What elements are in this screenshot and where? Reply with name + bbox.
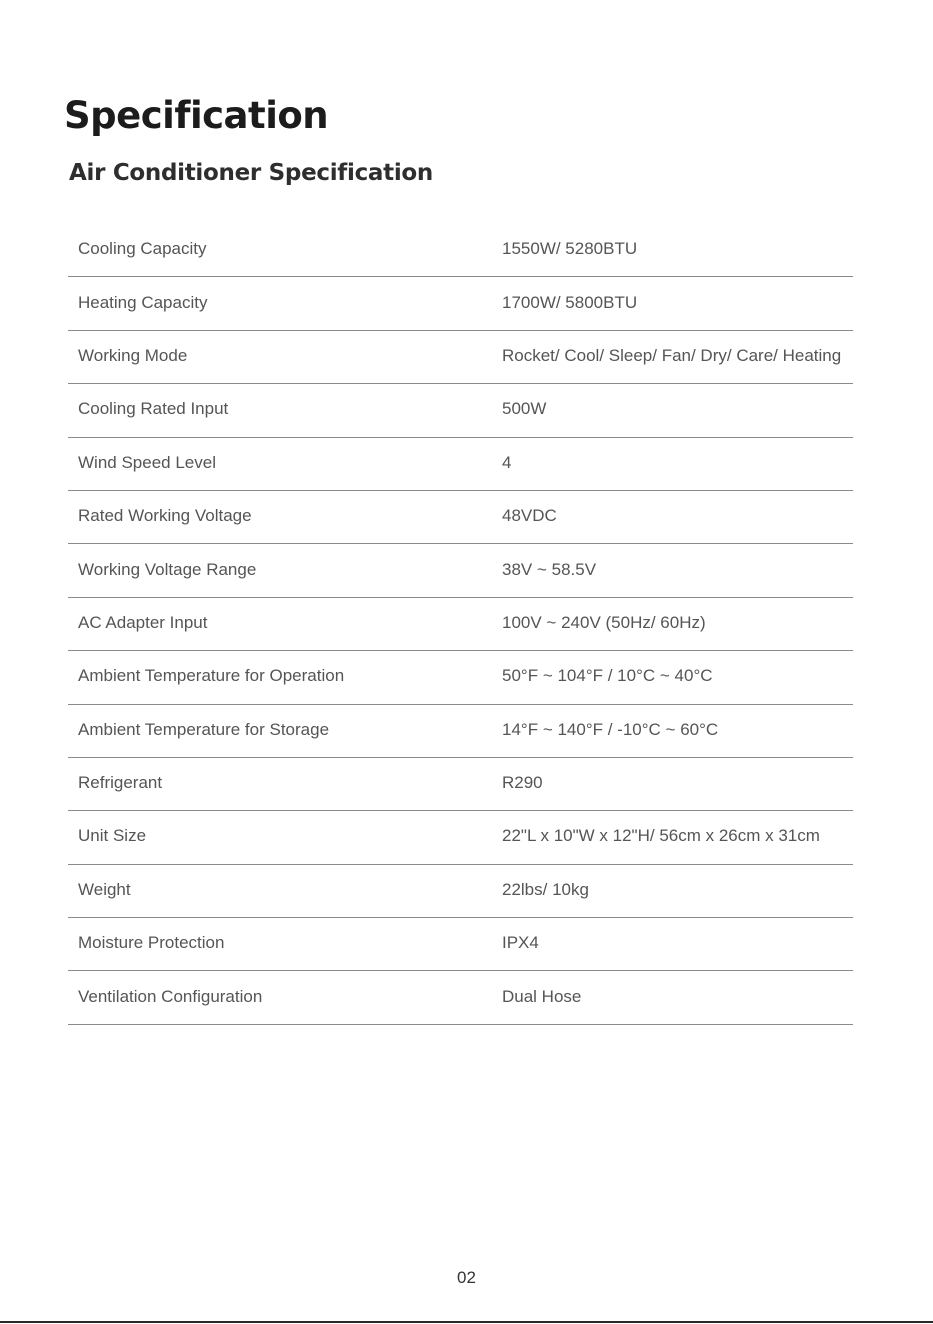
spec-label: Cooling Capacity <box>78 239 207 259</box>
spec-row <box>68 544 853 597</box>
spec-value: 100V ~ 240V (50Hz/ 60Hz) <box>502 612 706 632</box>
spec-label: Refrigerant <box>78 773 163 793</box>
spec-row <box>68 224 853 277</box>
spec-row <box>68 865 853 918</box>
spec-row <box>68 758 853 811</box>
spec-label: Rated Working Voltage <box>78 506 252 526</box>
spec-label: Unit Size <box>78 826 147 846</box>
spec-value: 48VDC <box>502 506 557 526</box>
spec-row <box>68 918 853 971</box>
spec-label: Ventilation Configuration <box>78 986 263 1006</box>
spec-row <box>68 705 853 758</box>
spec-label: Moisture Protection <box>78 933 225 953</box>
spec-value: 4 <box>502 452 512 472</box>
bottom-rule <box>0 1321 933 1323</box>
spec-value: R290 <box>502 773 543 793</box>
spec-value: Rocket/ Cool/ Sleep/ Fan/ Dry/ Care/ Heating <box>502 345 842 365</box>
spec-value: Dual Hose <box>502 986 582 1006</box>
page-number: 02 <box>457 1268 476 1287</box>
spec-value: IPX4 <box>502 933 539 953</box>
section-title: Air Conditioner Specification <box>69 160 433 186</box>
spec-value: 1700W/ 5800BTU <box>502 292 638 312</box>
spec-value: 1550W/ 5280BTU <box>502 239 638 259</box>
spec-row <box>68 651 853 704</box>
spec-label: Wind Speed Level <box>78 452 216 472</box>
spec-value: 22"L x 10"W x 12"H/ 56cm x 26cm x 31cm <box>502 826 820 846</box>
spec-table <box>68 224 853 1025</box>
spec-label: Working Mode <box>78 345 188 365</box>
spec-label: Weight <box>78 879 131 899</box>
page-title: Specification <box>64 94 329 137</box>
spec-label: Ambient Temperature for Storage <box>78 719 330 739</box>
spec-value: 500W <box>502 399 547 419</box>
spec-label: Cooling Rated Input <box>78 399 229 419</box>
spec-row <box>68 598 853 651</box>
spec-label: Heating Capacity <box>78 292 208 312</box>
spec-row <box>68 438 853 491</box>
spec-label: Working Voltage Range <box>78 559 257 579</box>
spec-row <box>68 331 853 384</box>
spec-label: AC Adapter Input <box>78 612 208 632</box>
spec-value: 38V ~ 58.5V <box>502 559 597 579</box>
spec-row <box>68 384 853 437</box>
spec-row <box>68 277 853 330</box>
spec-label: Ambient Temperature for Operation <box>78 666 345 686</box>
spec-row <box>68 971 853 1024</box>
spec-row <box>68 491 853 544</box>
spec-value: 14°F ~ 140°F / -10°C ~ 60°C <box>502 719 719 739</box>
spec-value: 22lbs/ 10kg <box>502 879 589 899</box>
spec-row <box>68 811 853 864</box>
spec-value: 50°F ~ 104°F / 10°C ~ 40°C <box>502 666 713 686</box>
